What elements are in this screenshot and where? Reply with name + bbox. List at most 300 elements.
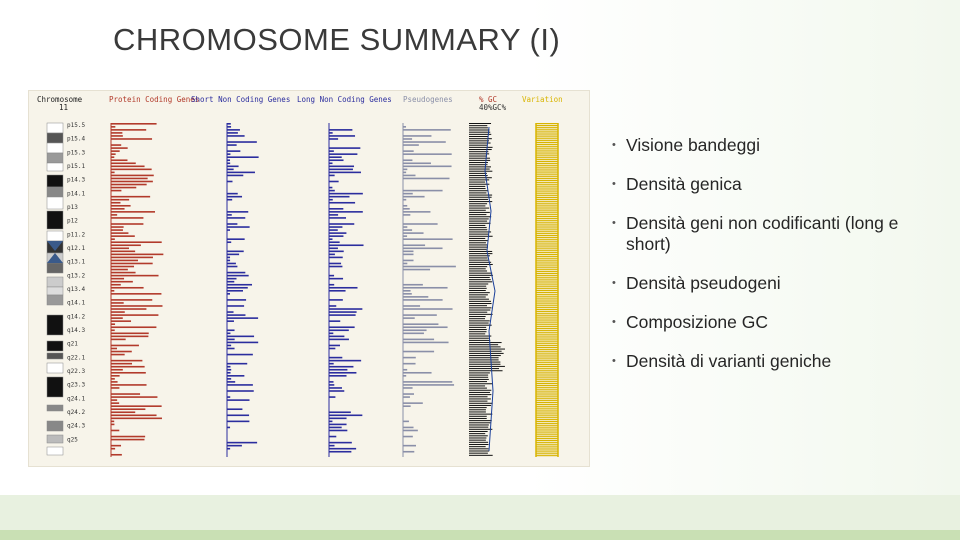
density-bar bbox=[111, 408, 145, 410]
density-bar bbox=[227, 314, 245, 316]
density-bar bbox=[403, 175, 415, 177]
density-bar bbox=[227, 275, 249, 277]
column-header: Short Non Coding Genes bbox=[191, 95, 291, 104]
density-bar bbox=[329, 336, 344, 338]
gc-bar bbox=[469, 392, 490, 393]
variation-bar bbox=[536, 402, 558, 403]
density-bar bbox=[329, 162, 332, 164]
gc-bar bbox=[469, 260, 488, 261]
variation-bar bbox=[536, 404, 558, 405]
density-bar bbox=[111, 314, 158, 316]
footer-strip bbox=[0, 530, 960, 540]
gc-bar bbox=[469, 175, 488, 176]
density-bar bbox=[329, 169, 353, 171]
variation-bar bbox=[536, 406, 558, 407]
density-bar bbox=[403, 351, 434, 353]
density-bar bbox=[403, 129, 451, 131]
gc-bar bbox=[469, 305, 487, 306]
gc-bar bbox=[469, 427, 488, 428]
variation-bar bbox=[536, 210, 558, 211]
density-bar bbox=[329, 226, 342, 228]
band-label: q13.2 bbox=[67, 272, 86, 280]
density-bar bbox=[111, 430, 119, 432]
density-bar bbox=[403, 178, 450, 180]
variation-bar bbox=[536, 332, 558, 333]
variation-bar bbox=[536, 151, 558, 152]
density-bar bbox=[403, 205, 407, 207]
density-bar bbox=[403, 144, 419, 146]
density-bar bbox=[111, 235, 135, 237]
variation-bar bbox=[536, 161, 558, 162]
variation-bar bbox=[536, 455, 558, 456]
band-label: p14.3 bbox=[67, 176, 86, 184]
gc-bar bbox=[469, 375, 488, 376]
density-bar bbox=[227, 199, 232, 201]
variation-bar bbox=[536, 442, 558, 443]
gc-bar bbox=[469, 370, 503, 371]
variation-bar bbox=[536, 129, 558, 130]
variation-bar bbox=[536, 355, 558, 356]
column-header: % GC bbox=[479, 95, 498, 104]
density-bar bbox=[227, 378, 231, 380]
density-bar bbox=[227, 284, 252, 286]
density-bar bbox=[227, 381, 235, 383]
gc-bar bbox=[469, 353, 504, 354]
gc-bar bbox=[469, 327, 486, 328]
density-bar bbox=[403, 232, 424, 234]
variation-bar bbox=[536, 372, 558, 373]
density-bar bbox=[111, 162, 136, 164]
gc-bar bbox=[469, 394, 491, 395]
variation-bar bbox=[536, 235, 558, 236]
variation-bar bbox=[536, 368, 558, 369]
gc-bar bbox=[469, 156, 487, 157]
density-bar bbox=[227, 354, 253, 356]
gc-bar bbox=[469, 212, 490, 213]
variation-bar bbox=[536, 279, 558, 280]
variation-bar bbox=[536, 153, 558, 154]
density-bar bbox=[111, 199, 129, 201]
band-label: q22.3 bbox=[67, 368, 86, 375]
density-bar bbox=[227, 299, 246, 301]
density-bar bbox=[329, 436, 336, 438]
gc-bar bbox=[469, 405, 491, 406]
density-bar bbox=[111, 159, 127, 161]
gc-bar bbox=[469, 431, 488, 432]
density-bar bbox=[329, 247, 338, 249]
gc-bar bbox=[469, 240, 488, 241]
variation-bar bbox=[536, 250, 558, 251]
variation-bar bbox=[536, 374, 558, 375]
density-bar bbox=[329, 278, 343, 280]
density-bar bbox=[329, 345, 340, 347]
gc-bar bbox=[469, 149, 492, 150]
chromosome-band bbox=[47, 123, 63, 133]
density-bar bbox=[111, 187, 136, 189]
variation-bar bbox=[536, 288, 558, 289]
variation-bar bbox=[536, 392, 558, 393]
variation-bar bbox=[536, 366, 558, 367]
variation-bar bbox=[536, 144, 558, 145]
density-bar bbox=[227, 123, 231, 125]
density-bar bbox=[403, 381, 452, 383]
gc-bar bbox=[469, 331, 487, 332]
density-bar bbox=[329, 384, 334, 386]
density-bar bbox=[111, 211, 155, 213]
density-bar bbox=[111, 381, 118, 383]
chromosome-band bbox=[47, 133, 63, 143]
density-bar bbox=[403, 229, 412, 231]
variation-bar bbox=[536, 203, 558, 204]
gc-bar bbox=[469, 442, 488, 443]
variation-bar bbox=[536, 231, 558, 232]
band-label: q14.1 bbox=[67, 299, 86, 307]
density-bar bbox=[329, 326, 355, 328]
density-bar bbox=[329, 311, 357, 313]
gc-bar bbox=[469, 214, 486, 215]
gc-bar bbox=[469, 409, 486, 410]
density-bar bbox=[329, 366, 353, 368]
gc-bar bbox=[469, 132, 490, 133]
variation-bar bbox=[536, 207, 558, 208]
density-bar bbox=[329, 430, 347, 432]
gc-bar bbox=[469, 455, 493, 456]
bullet-item: • Composizione GC bbox=[610, 312, 940, 333]
variation-bar bbox=[536, 191, 558, 192]
variation-bar bbox=[536, 383, 558, 384]
gc-bar bbox=[469, 448, 489, 449]
variation-bar bbox=[536, 125, 558, 126]
density-bar bbox=[329, 451, 351, 453]
gc-bar bbox=[469, 262, 491, 263]
density-bar bbox=[111, 205, 131, 207]
chromosome-band bbox=[47, 353, 63, 359]
gc-bar bbox=[469, 364, 500, 365]
density-bar bbox=[329, 208, 343, 210]
gc-bar bbox=[469, 205, 485, 206]
gc-bar bbox=[469, 216, 491, 217]
density-bar bbox=[111, 424, 114, 426]
chromosome-band bbox=[47, 363, 63, 373]
chromosome-figure bbox=[28, 90, 590, 467]
density-bar bbox=[403, 427, 414, 429]
variation-bar bbox=[536, 165, 558, 166]
variation-bar bbox=[536, 189, 558, 190]
density-bar bbox=[111, 351, 132, 353]
variation-bar bbox=[536, 391, 558, 392]
footer-band bbox=[0, 495, 960, 530]
density-bar bbox=[329, 190, 335, 192]
variation-bar bbox=[536, 136, 558, 137]
density-bar bbox=[111, 169, 152, 171]
density-bar bbox=[111, 241, 162, 243]
gc-bar bbox=[469, 385, 485, 386]
density-bar bbox=[111, 396, 157, 398]
variation-bar bbox=[536, 370, 558, 371]
density-bar bbox=[111, 254, 163, 256]
density-bar bbox=[329, 363, 334, 365]
density-bar bbox=[227, 339, 235, 341]
density-bar bbox=[111, 302, 124, 304]
density-bar bbox=[403, 445, 416, 447]
density-bar bbox=[111, 175, 154, 177]
density-bar bbox=[403, 166, 452, 168]
density-bar bbox=[403, 305, 420, 307]
variation-bar bbox=[536, 265, 558, 266]
gc-bar bbox=[469, 162, 488, 163]
density-bar bbox=[227, 251, 244, 253]
density-bar bbox=[227, 196, 242, 198]
band-label: p13 bbox=[67, 204, 78, 211]
density-bar bbox=[111, 345, 139, 347]
density-bar bbox=[403, 384, 454, 386]
variation-bar bbox=[536, 362, 558, 363]
gc-bar bbox=[469, 297, 486, 298]
density-bar bbox=[329, 314, 356, 316]
gc-bar bbox=[469, 290, 486, 291]
variation-bar bbox=[536, 375, 558, 376]
variation-bar bbox=[536, 150, 558, 151]
density-bar bbox=[111, 454, 122, 456]
density-bar bbox=[329, 381, 334, 383]
density-bar bbox=[329, 360, 361, 362]
gc-bar bbox=[469, 292, 490, 293]
density-bar bbox=[227, 238, 245, 240]
density-bar bbox=[227, 414, 249, 416]
chromosome-band bbox=[47, 163, 63, 171]
density-bar bbox=[111, 238, 115, 240]
density-bar bbox=[403, 329, 427, 331]
density-bar bbox=[227, 266, 237, 268]
variation-bar bbox=[536, 229, 558, 230]
density-bar bbox=[329, 372, 356, 374]
density-bar bbox=[329, 187, 332, 189]
gc-bar bbox=[469, 301, 491, 302]
density-bar bbox=[227, 342, 258, 344]
density-bar bbox=[227, 144, 237, 146]
density-bar bbox=[111, 244, 141, 246]
density-bar bbox=[403, 214, 410, 216]
gc-bar bbox=[469, 299, 489, 300]
density-bar bbox=[227, 141, 257, 143]
gc-bar bbox=[469, 123, 491, 124]
density-bar bbox=[111, 153, 116, 155]
density-bar bbox=[111, 369, 123, 371]
density-bar bbox=[227, 217, 245, 219]
density-bar bbox=[403, 135, 431, 137]
density-bar bbox=[111, 172, 115, 174]
variation-bar bbox=[536, 193, 558, 194]
column-header: Protein Coding Genes bbox=[109, 95, 200, 104]
density-bar bbox=[403, 159, 412, 161]
gc-bar bbox=[469, 318, 485, 319]
column-header: Variation bbox=[522, 95, 563, 104]
gc-bar bbox=[469, 225, 485, 226]
gc-bar bbox=[469, 127, 488, 128]
band-label: q24.2 bbox=[67, 409, 86, 416]
density-bar bbox=[227, 445, 242, 447]
gc-bar bbox=[469, 437, 486, 438]
density-bar bbox=[329, 244, 364, 246]
gc-bar bbox=[469, 273, 492, 274]
density-bar bbox=[227, 153, 230, 155]
density-bar bbox=[403, 430, 418, 432]
gc-bar bbox=[469, 329, 487, 330]
gc-bar bbox=[469, 283, 488, 284]
density-bar bbox=[329, 427, 342, 429]
gc-bar bbox=[469, 320, 490, 321]
density-bar bbox=[329, 333, 333, 335]
variation-bar bbox=[536, 294, 558, 295]
density-bar bbox=[329, 241, 340, 243]
density-bar bbox=[329, 172, 361, 174]
chromosome-band bbox=[47, 295, 63, 305]
variation-bar bbox=[536, 453, 558, 454]
gc-bar bbox=[469, 158, 490, 159]
gc-bar bbox=[469, 307, 492, 308]
variation-bar bbox=[536, 170, 558, 171]
density-bar bbox=[403, 226, 407, 228]
density-bar bbox=[403, 263, 407, 265]
variation-bar bbox=[536, 244, 558, 245]
density-bar bbox=[403, 369, 407, 371]
variation-bar bbox=[536, 290, 558, 291]
gc-bar bbox=[469, 253, 492, 254]
density-bar bbox=[403, 208, 410, 210]
band-label: q12.1 bbox=[67, 245, 86, 252]
variation-bar bbox=[536, 429, 558, 430]
density-bar bbox=[111, 275, 159, 277]
density-bar bbox=[111, 232, 128, 234]
gc-bar bbox=[469, 247, 488, 248]
density-bar bbox=[111, 308, 146, 310]
density-bar bbox=[329, 238, 332, 240]
gc-bar bbox=[469, 323, 489, 324]
density-bar bbox=[403, 254, 413, 256]
gc-bar bbox=[469, 277, 490, 278]
density-bar bbox=[329, 159, 344, 161]
variation-bar bbox=[536, 400, 558, 401]
variation-bar bbox=[536, 169, 558, 170]
bullet-item: • Densità di varianti geniche bbox=[610, 351, 940, 372]
variation-bar bbox=[536, 353, 558, 354]
bullet-item: • Visione bandeggi bbox=[610, 135, 940, 156]
variation-bar bbox=[536, 256, 558, 257]
density-bar bbox=[403, 421, 409, 423]
density-bar bbox=[111, 326, 156, 328]
density-bar bbox=[111, 129, 146, 131]
variation-bar bbox=[536, 225, 558, 226]
gc-bar bbox=[469, 453, 488, 454]
density-bar bbox=[329, 357, 342, 359]
density-bar bbox=[111, 305, 162, 307]
variation-bar bbox=[536, 444, 558, 445]
density-bar bbox=[403, 402, 423, 404]
variation-bar bbox=[536, 313, 558, 314]
density-bar bbox=[329, 181, 339, 183]
density-bar bbox=[111, 166, 145, 168]
density-bar bbox=[403, 138, 412, 140]
density-bar bbox=[329, 202, 355, 204]
density-bar bbox=[111, 287, 144, 289]
density-bar bbox=[111, 402, 119, 404]
gc-bar bbox=[469, 303, 492, 304]
gc-bar bbox=[469, 171, 492, 172]
gc-bar bbox=[469, 379, 489, 380]
density-bar bbox=[111, 448, 115, 450]
variation-bar bbox=[536, 432, 558, 433]
variation-bar bbox=[536, 398, 558, 399]
density-bar bbox=[329, 193, 363, 195]
variation-bar bbox=[536, 174, 558, 175]
gc-bar bbox=[469, 242, 486, 243]
variation-bar bbox=[536, 446, 558, 447]
gc-bar bbox=[469, 140, 489, 141]
variation-bar bbox=[536, 324, 558, 325]
gc-bar bbox=[469, 257, 488, 258]
density-bar bbox=[403, 363, 416, 365]
gc-bar bbox=[469, 279, 491, 280]
density-bar bbox=[403, 323, 438, 325]
gc-bar bbox=[469, 355, 501, 356]
density-bar bbox=[403, 141, 446, 143]
variation-bar bbox=[536, 436, 558, 437]
chromosome-band bbox=[47, 211, 63, 229]
density-bar bbox=[403, 308, 453, 310]
density-bar bbox=[227, 287, 248, 289]
density-bar bbox=[227, 129, 240, 131]
column-header: 40%GC% bbox=[479, 103, 507, 112]
gc-bar bbox=[469, 130, 490, 131]
density-bar bbox=[111, 372, 146, 374]
density-bar bbox=[403, 287, 448, 289]
density-bar bbox=[111, 418, 162, 420]
variation-bar bbox=[536, 434, 558, 435]
gc-bar bbox=[469, 418, 487, 419]
chromosome-band bbox=[47, 447, 63, 455]
density-bar bbox=[403, 357, 416, 359]
density-bar bbox=[227, 290, 243, 292]
column-header: 11 bbox=[59, 103, 69, 112]
density-bar bbox=[329, 135, 355, 137]
variation-bar bbox=[536, 303, 558, 304]
column-header: Pseudogenes bbox=[403, 95, 453, 104]
variation-bar bbox=[536, 385, 558, 386]
variation-bar bbox=[536, 243, 558, 244]
variation-bar bbox=[536, 438, 558, 439]
density-bar bbox=[111, 214, 117, 216]
variation-bar bbox=[536, 131, 558, 132]
gc-bar bbox=[469, 227, 487, 228]
variation-bar bbox=[536, 262, 558, 263]
variation-bar bbox=[536, 298, 558, 299]
gc-bar bbox=[469, 234, 488, 235]
gc-bar bbox=[469, 396, 488, 397]
density-bar bbox=[111, 272, 136, 274]
density-bar bbox=[227, 241, 231, 243]
variation-bar bbox=[536, 299, 558, 300]
density-bar bbox=[329, 305, 336, 307]
variation-bar bbox=[536, 425, 558, 426]
density-bar bbox=[111, 399, 117, 401]
variation-bar bbox=[536, 167, 558, 168]
variation-bar bbox=[536, 123, 558, 124]
gc-bar bbox=[469, 333, 485, 334]
density-bar bbox=[329, 369, 347, 371]
density-bar bbox=[111, 208, 125, 210]
gc-bar bbox=[469, 266, 487, 267]
density-bar bbox=[329, 156, 342, 158]
